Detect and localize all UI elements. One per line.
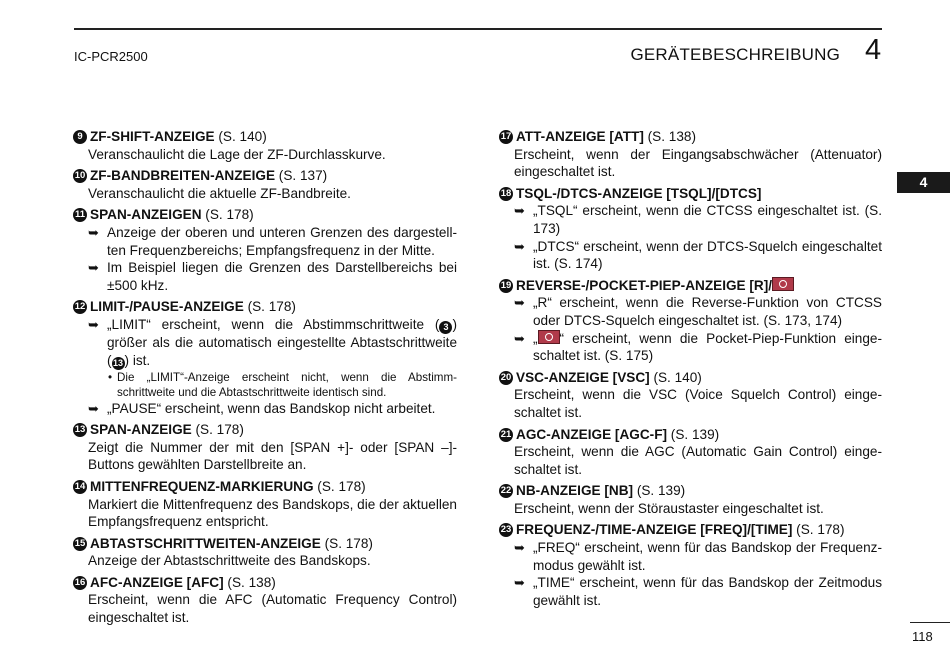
item-page-ref: (S. 139): [667, 426, 720, 442]
item-body: Erscheint, wenn die AGC (Automatic Gain Control) eingeschaltet ist.: [514, 444, 882, 477]
bullet-item: [73, 224, 457, 259]
arrow-icon: ➥: [514, 295, 525, 311]
item-number-badge: 16: [74, 576, 86, 588]
item-tsql-dtcs: [499, 185, 882, 273]
item-title: SPAN-ANZEIGE: [90, 422, 192, 438]
item-title: ATT-ANZEIGE [ATT]: [516, 129, 644, 144]
item-title: LIMIT-/PAUSE-ANZEIGE: [90, 299, 244, 315]
item-page-ref: (S. 139): [633, 483, 686, 499]
item-heading: [73, 128, 457, 146]
item-title: TSQL-/DTCS-ANZEIGE [TSQL]/[DTCS]: [516, 185, 762, 201]
item-center-marker: [73, 478, 457, 531]
item-body: Anzeige der Abtastschrittweite des Bandskops.: [88, 553, 371, 569]
item-number-badge: 11: [74, 209, 86, 221]
sub-note: [73, 370, 457, 400]
right-column: [499, 128, 882, 613]
item-number-badge: 13: [74, 424, 86, 436]
bullet-text: ) größer als die automatisch eingestellte Abtastschrittweite (: [107, 316, 457, 368]
item-number-badge: 20: [500, 371, 512, 383]
bullet-text: Anzeige der oberen und unteren Grenzen des dargestellten Frequenzbereichs; Empfangsfrequenz in der Mitte.: [107, 224, 457, 258]
bullet-text: „TSQL“ erscheint, wenn die CTCSS eingeschaltet ist. (S. 173): [533, 203, 882, 236]
section-title: GERÄTEBESCHREIBUNG: [630, 45, 840, 64]
item-body: Erscheint, wenn die AFC (Automatic Frequency Control) eingeschaltet ist.: [88, 592, 457, 626]
item-heading: [73, 535, 457, 553]
reference-number-badge: 3: [439, 321, 452, 334]
item-agc: [499, 426, 882, 479]
item-scan-step: [73, 535, 457, 570]
item-heading: [499, 426, 882, 444]
bullet-item: [73, 259, 457, 294]
item-body: Veranschaulicht die Lage der ZF-Durchlasskurve.: [88, 146, 386, 162]
item-span: [73, 421, 457, 474]
item-title: AGC-ANZEIGE [AGC-F]: [516, 426, 668, 442]
item-zf-shift: [73, 128, 457, 163]
arrow-icon: ➥: [514, 203, 525, 219]
item-span-indicators: [73, 206, 457, 294]
item-page-ref: (S. 140): [214, 129, 267, 144]
item-body: Zeigt die Nummer der mit den [SPAN +]- oder [SPAN –]-Buttons gewählten Darstellbreite an.: [88, 439, 457, 473]
item-title: SPAN-ANZEIGEN: [90, 207, 202, 223]
bullet-text: „DTCS“ erscheint, wenn der DTCS-Squelch eingeschaltet ist. (S. 174): [533, 238, 882, 272]
item-heading: [499, 185, 882, 203]
note-text: Die „LIMIT“-Anzeige erscheint nicht, wenn die Abstimmschrittweite und die Abtastschrittweite identisch sind.: [117, 370, 457, 399]
left-column: [73, 128, 457, 631]
arrow-icon: ➥: [514, 575, 525, 591]
item-reverse-pocket: [499, 277, 882, 365]
bullet-text: “ erscheint, wenn die Pocket-Piep-Funktion eingeschaltet ist. (S. 175): [533, 330, 882, 364]
bullet-text: Im Beispiel liegen die Grenzen des Darstellbereichs bei ±500 kHz.: [107, 260, 457, 293]
bullet-item: [499, 294, 882, 329]
bullet-text: „PAUSE“ erscheint, wenn das Bandskop nicht arbeitet.: [107, 400, 436, 416]
bullet-item: [499, 539, 882, 574]
item-page-ref: (S. 138): [643, 129, 696, 144]
item-heading: [499, 128, 882, 146]
bullet-item: [499, 202, 882, 237]
pocket-beep-icon: [772, 277, 794, 291]
item-nb: [499, 482, 882, 517]
item-heading: [499, 277, 882, 295]
item-number-badge: 22: [500, 485, 512, 497]
bullet-dot: •: [108, 370, 113, 384]
bullet-text: „R“ erscheint, wenn die Reverse-Funktion von CTCSS oder DTCS-Squelch eingeschaltet ist. (S. 173, 174): [533, 295, 882, 328]
item-limit-pause: [73, 298, 457, 417]
item-page-ref: (S. 178): [313, 478, 366, 494]
item-page-ref: (S. 138): [223, 574, 276, 590]
item-number-badge: 23: [500, 524, 512, 536]
chapter-number: 4: [865, 34, 882, 66]
item-number-badge: 21: [500, 428, 512, 440]
item-body: Erscheint, wenn der Eingangsabschwächer (Attenuator) eingeschaltet ist.: [514, 146, 882, 180]
bullet-item: [499, 330, 882, 365]
item-zf-bandwidth: [73, 167, 457, 202]
item-number-badge: 9: [73, 130, 87, 144]
item-page-ref: (S. 178): [191, 422, 244, 438]
item-number-badge: 17: [500, 131, 512, 142]
item-body: Erscheint, wenn die VSC (Voice Squelch Control) eingeschaltet ist.: [514, 387, 882, 420]
pocket-beep-icon: [538, 330, 560, 344]
item-body: Veranschaulicht die aktuelle ZF-Bandbreite.: [88, 185, 351, 201]
arrow-icon: ➥: [514, 238, 525, 254]
header-rule: [74, 28, 882, 30]
bullet-item: [499, 238, 882, 273]
item-heading: [499, 521, 882, 539]
item-heading: [73, 167, 457, 185]
bullet-text: „TIME“ erscheint, wenn für das Bandskop der Zeitmodus gewählt ist.: [533, 575, 882, 608]
item-page-ref: (S. 178): [320, 535, 373, 551]
chapter-tab: 4: [897, 172, 950, 193]
item-number-badge: 14: [74, 480, 86, 492]
item-vsc: [499, 369, 882, 422]
item-title: REVERSE-/POCKET-PIEP-ANZEIGE [R]/: [516, 277, 773, 293]
model-name: IC-PCR2500: [74, 49, 148, 64]
item-heading: [73, 574, 457, 592]
item-title: FREQUENZ-/TIME-ANZEIGE [FREQ]/[TIME]: [516, 522, 793, 538]
arrow-icon: ➥: [88, 224, 99, 240]
item-number-badge: 15: [74, 537, 86, 549]
item-title: AFC-ANZEIGE [AFC]: [90, 574, 224, 590]
item-page-ref: (S. 178): [792, 522, 845, 538]
item-body: Erscheint, wenn der Störaustaster eingeschaltet ist.: [514, 500, 824, 516]
item-page-ref: (S. 178): [243, 299, 296, 315]
footer-rule: [910, 622, 950, 623]
bullet-text: „LIMIT“ erscheint, wenn die Abstimmschrittweite (: [107, 316, 440, 332]
item-heading: [73, 478, 457, 496]
item-title: ZF-BANDBREITEN-ANZEIGE: [90, 168, 276, 184]
item-title: MITTENFREQUENZ-MARKIERUNG: [90, 478, 314, 494]
item-page-ref: (S. 178): [201, 207, 254, 223]
page-number: 118: [912, 629, 933, 644]
item-number-badge: 12: [74, 301, 86, 313]
item-page-ref: (S. 140): [649, 369, 702, 385]
item-att: [499, 128, 882, 181]
bullet-item: [73, 316, 457, 370]
item-number-badge: 19: [500, 279, 512, 291]
item-number-badge: 18: [500, 187, 512, 199]
item-body: Markiert die Mittenfrequenz des Bandskops, die der aktuellen Empfangsfrequenz entspricht.: [88, 496, 457, 530]
item-heading: [73, 421, 457, 439]
item-heading: [499, 482, 882, 500]
item-heading: [499, 369, 882, 387]
item-title: ABTASTSCHRITTWEITEN-ANZEIGE: [90, 535, 321, 551]
item-heading: [73, 298, 457, 316]
item-number-badge: 10: [74, 170, 86, 182]
item-title: NB-ANZEIGE [NB]: [516, 483, 634, 499]
bullet-item: [73, 400, 457, 418]
item-title: VSC-ANZEIGE [VSC]: [516, 369, 650, 385]
arrow-icon: ➥: [88, 316, 99, 332]
arrow-icon: ➥: [514, 330, 525, 346]
item-freq-time: [499, 521, 882, 609]
bullet-text: „: [533, 330, 538, 346]
arrow-icon: ➥: [88, 260, 99, 276]
item-page-ref: (S. 137): [275, 168, 328, 184]
item-heading: [73, 206, 457, 224]
item-afc: [73, 574, 457, 627]
bullet-text: „FREQ“ erscheint, wenn für das Bandskop der Frequenzmodus gewählt ist.: [533, 540, 882, 573]
bullet-text: ) ist.: [124, 352, 151, 368]
item-title: ZF-SHIFT-ANZEIGE: [90, 129, 215, 144]
bullet-item: [499, 574, 882, 609]
arrow-icon: ➥: [514, 540, 525, 556]
reference-number-badge: 13: [113, 357, 124, 368]
arrow-icon: ➥: [88, 400, 99, 416]
